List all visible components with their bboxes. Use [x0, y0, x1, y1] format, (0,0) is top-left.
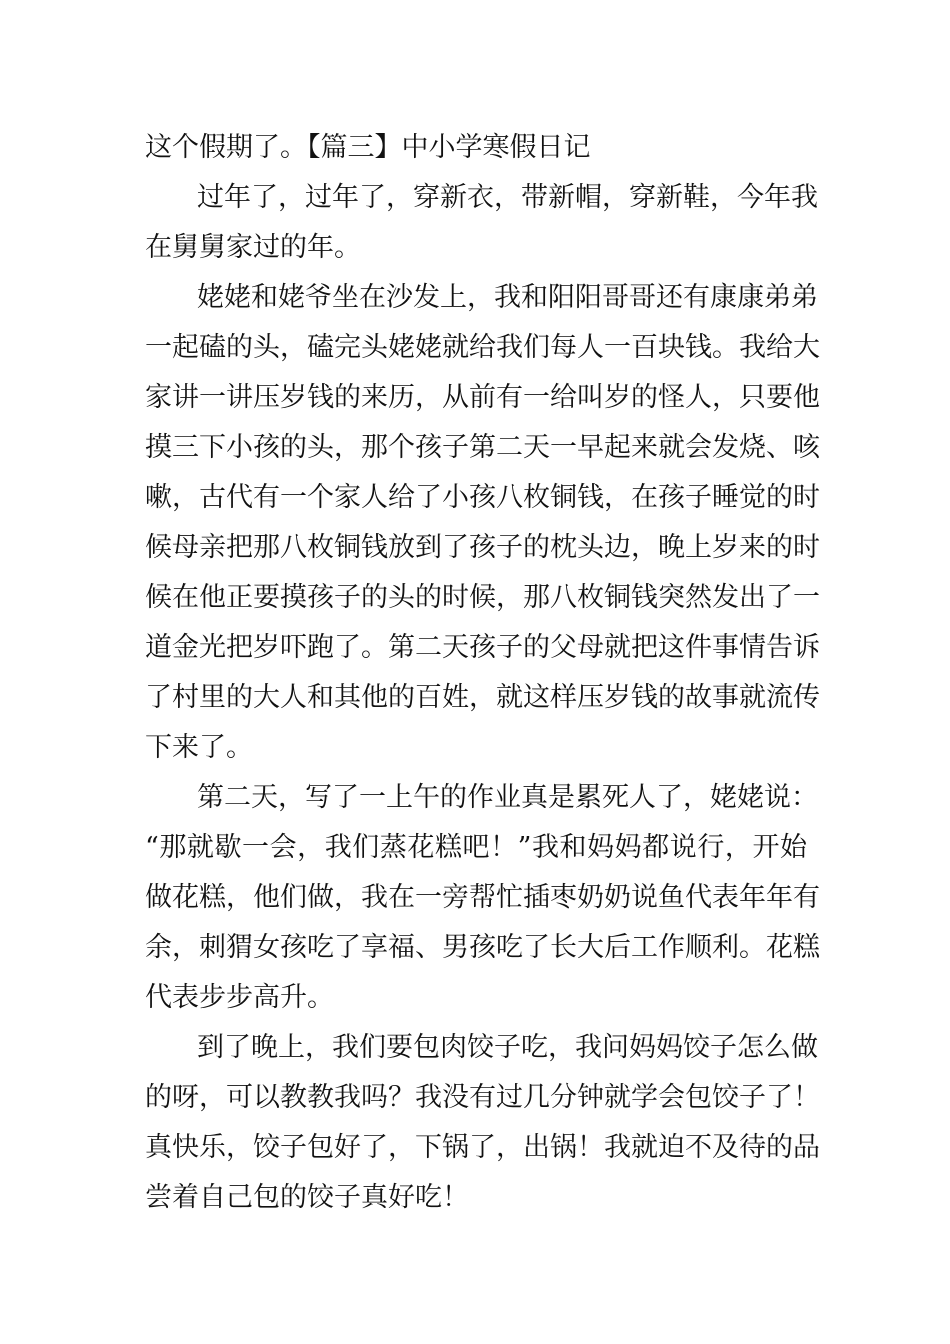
text-line: 过年了，过年了，穿新衣，带新帽，穿新鞋，今年我 [197, 182, 818, 213]
text-line: 代表步步高升。 [145, 982, 334, 1013]
text-line: 下来了。 [145, 732, 253, 763]
text-line: 一起磕的头，磕完头姥姥就给我们每人一百块钱。我给大 [145, 332, 820, 363]
text-line: 余，刺猬女孩吃了享福、男孩吃了长大后工作顺利。花糕 [145, 932, 820, 963]
text-line: 做花糕，他们做，我在一旁帮忙插枣奶奶说鱼代表年年有 [145, 882, 820, 913]
text-line: 到了晚上，我们要包肉饺子吃，我问妈妈饺子怎么做 [197, 1032, 818, 1063]
text-line: 候母亲把那八枚铜钱放到了孩子的枕头边，晚上岁来的时 [145, 532, 820, 563]
text-line: 了村里的大人和其他的百姓，就这样压岁钱的故事就流传 [145, 682, 820, 713]
text-line: 尝着自己包的饺子真好吃！ [145, 1182, 469, 1213]
text-line: 第二天，写了一上午的作业真是累死人了，姥姥说： [197, 782, 818, 813]
text-line: 在舅舅家过的年。 [145, 232, 361, 263]
text-line: 这个假期了。【篇三】中小学寒假日记 [145, 132, 591, 163]
text-line: 候在他正要摸孩子的头的时候，那八枚铜钱突然发出了一 [145, 582, 820, 613]
text-line: 嗽，古代有一个家人给了小孩八枚铜钱，在孩子睡觉的时 [145, 482, 820, 513]
text-line: “那就歇一会，我们蒸花糕吧！”我和妈妈都说行，开始 [145, 832, 807, 863]
text-line: 摸三下小孩的头，那个孩子第二天一早起来就会发烧、咳 [145, 432, 820, 463]
text-line: 姥姥和姥爷坐在沙发上，我和阳阳哥哥还有康康弟弟 [197, 282, 818, 313]
text-line: 家讲一讲压岁钱的来历，从前有一给叫岁的怪人，只要他 [145, 382, 820, 413]
text-line: 道金光把岁吓跑了。第二天孩子的父母就把这件事情告诉 [145, 632, 820, 663]
text-line: 的呀，可以教教我吗？我没有过几分钟就学会包饺子了！ [145, 1082, 820, 1113]
text-line: 真快乐，饺子包好了，下锅了，出锅！我就迫不及待的品 [145, 1132, 820, 1163]
